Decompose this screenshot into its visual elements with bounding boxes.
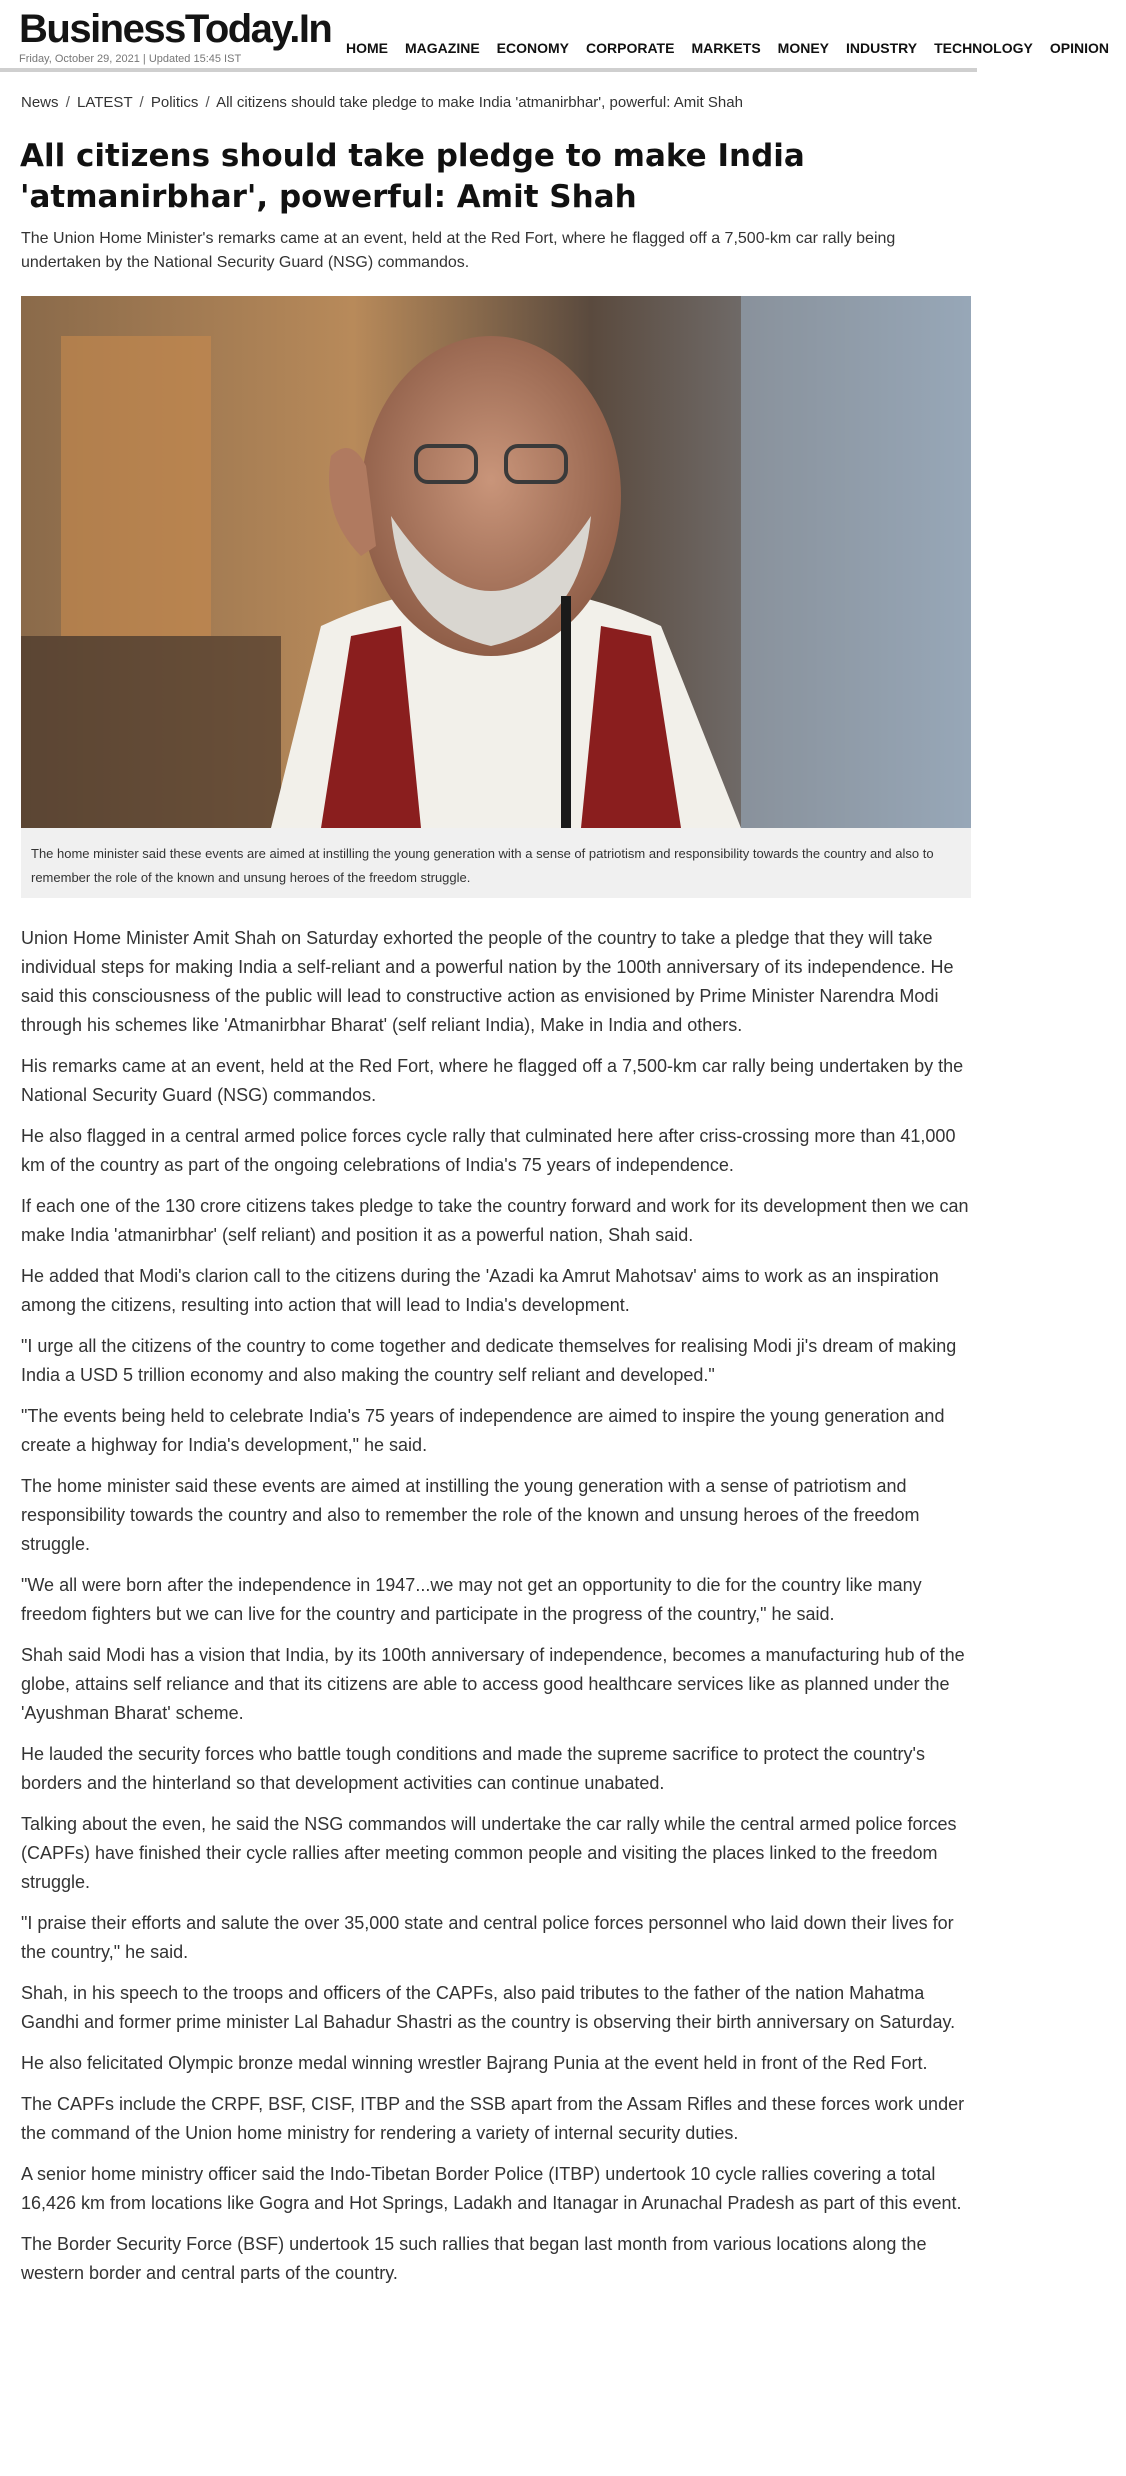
article-paragraph: He also flagged in a central armed police forces cycle rally that culminated here after criss-crossing more than 41,000 km of the country as part of the ongoing celebrations of India's 75 years of independence. [21, 1126, 956, 1175]
breadcrumb-separator: / [65, 94, 70, 111]
article-paragraph: The CAPFs include the CRPF, BSF, CISF, ITBP and the SSB apart from the Assam Rifles and these forces work under the command of the Union home ministry for rendering a variety of internal security duties. [21, 2094, 965, 2143]
nav-home[interactable]: HOME [346, 40, 388, 56]
article-paragraph: The home minister said these events are aimed at instilling the young generation with a sense of patriotism and responsibility towards the country and also to remember the role of the known and unsung heroes of the freedom struggle. [21, 1476, 920, 1554]
article-paragraph: He also felicitated Olympic bronze medal winning wrestler Bajrang Punia at the event held in front of the Red Fort. [21, 2053, 928, 2073]
nav-markets[interactable]: MARKETS [691, 40, 761, 56]
breadcrumb-separator: / [205, 94, 210, 111]
nav-economy[interactable]: ECONOMY [496, 40, 570, 56]
article-paragraph: Union Home Minister Amit Shah on Saturday exhorted the people of the country to take a pledge that they will take individual steps for making India a self-reliant and a powerful nation by the 100th anniversary of its independence. He said this consciousness of the public will lead to constructive action as envisioned by Prime Minister Narendra Modi through his schemes like 'Atmanirbhar Bharat' (self reliant India), Make in India and others. [21, 928, 954, 1035]
breadcrumb-latest[interactable]: LATEST [77, 94, 133, 111]
brand [19, 6, 331, 65]
breadcrumb [21, 94, 743, 111]
hero-photo-illustration [21, 296, 971, 828]
breadcrumb-current: All citizens should take pledge to make India 'atmanirbhar', powerful: Amit Shah [216, 94, 743, 111]
image-caption: The home minister said these events are aimed at instilling the young generation with a sense of patriotism and responsibility towards the country and also to remember the role of the known and unsung heroes of the freedom struggle. [21, 828, 971, 898]
article-paragraph: Shah, in his speech to the troops and officers of the CAPFs, also paid tributes to the father of the nation Mahatma Gandhi and former prime minister Lal Bahadur Shastri as the country is observing their birth anniversary on Saturday. [21, 1983, 956, 2032]
nav-money[interactable]: MONEY [777, 40, 830, 56]
article-paragraph: A senior home ministry officer said the Indo-Tibetan Border Police (ITBP) undertook 10 cycle rallies covering a total 16,426 km from locations like Gogra and Hot Springs, Ladakh and Itanagar in Arunachal Pradesh as part of this event. [21, 2164, 962, 2213]
nav-industry[interactable]: INDUSTRY [846, 40, 918, 56]
nav-corporate[interactable]: CORPORATE [586, 40, 675, 56]
article-paragraph: "The events being held to celebrate India's 75 years of independence are aimed to inspire the young generation and create a highway for India's development," he said. [21, 1406, 945, 1455]
article-paragraph: He added that Modi's clarion call to the citizens during the 'Azadi ka Amrut Mahotsav' aims to work as an inspiration among the citizens, resulting into action that will lead to India's development. [21, 1266, 939, 1315]
article-paragraph: "We all were born after the independence in 1947...we may not get an opportunity to die for the country like many freedom fighters but we can live for the country and participate in the progress of the country," he said. [21, 1575, 922, 1624]
nav-opinion[interactable]: OPINION [1049, 40, 1109, 56]
date-line: Friday, October 29, 2021 | Updated 15:45 IST [19, 53, 242, 65]
article-title: All citizens should take pledge to make India 'atmanirbhar', powerful: Amit Shah [20, 138, 805, 215]
article-kicker: The Union Home Minister's remarks came at an event, held at the Red Fort, where he flagged off a 7,500-km car rally being undertaken by the National Security Guard (NSG) commandos. [21, 230, 896, 271]
article-body [21, 924, 971, 2300]
hero-image [21, 296, 971, 828]
article-paragraph: If each one of the 130 crore citizens takes pledge to take the country forward and work for its development then we can make India 'atmanirbhar' (self reliant) and position it as a powerful nation, Shah said. [21, 1196, 969, 1245]
breadcrumb-news[interactable]: News [21, 94, 59, 111]
article-paragraph: His remarks came at an event, held at the Red Fort, where he flagged off a 7,500-km car rally being undertaken by the National Security Guard (NSG) commandos. [21, 1056, 964, 1105]
nav-technology[interactable]: TECHNOLOGY [934, 40, 1033, 56]
header-divider [0, 68, 977, 72]
article-paragraph: "I praise their efforts and salute the over 35,000 state and central police forces personnel who laid down their lives for the country," he said. [21, 1913, 954, 1962]
site-logo[interactable]: BusinessToday.In [19, 7, 332, 51]
article-paragraph: Talking about the even, he said the NSG commandos will undertake the car rally while the central armed police forces (CAPFs) have finished their cycle rallies after meeting common people and visiting the places linked to the freedom struggle. [21, 1814, 957, 1892]
breadcrumb-separator: / [139, 94, 144, 111]
breadcrumb-politics[interactable]: Politics [150, 94, 199, 111]
article-paragraph: Shah said Modi has a vision that India, by its 100th anniversary of independence, becomes a manufacturing hub of the globe, attains self reliance and that its citizens are able to access good healthcare services like as planned under the 'Ayushman Bharat' scheme. [21, 1645, 965, 1723]
site-header [0, 0, 1109, 72]
article-paragraph: "I urge all the citizens of the country to come together and dedicate themselves for realising Modi ji's dream of making India a USD 5 trillion economy and also making the country self reliant and developed." [21, 1336, 957, 1385]
main-nav [346, 40, 1126, 56]
article-paragraph: He lauded the security forces who battle tough conditions and made the supreme sacrifice to protect the country's borders and the hinterland so that development activities can continue unabated. [21, 1744, 925, 1793]
article-paragraph: The Border Security Force (BSF) undertook 15 such rallies that began last month from various locations along the western border and central parts of the country. [21, 2234, 927, 2283]
nav-magazine[interactable]: MAGAZINE [405, 40, 480, 56]
